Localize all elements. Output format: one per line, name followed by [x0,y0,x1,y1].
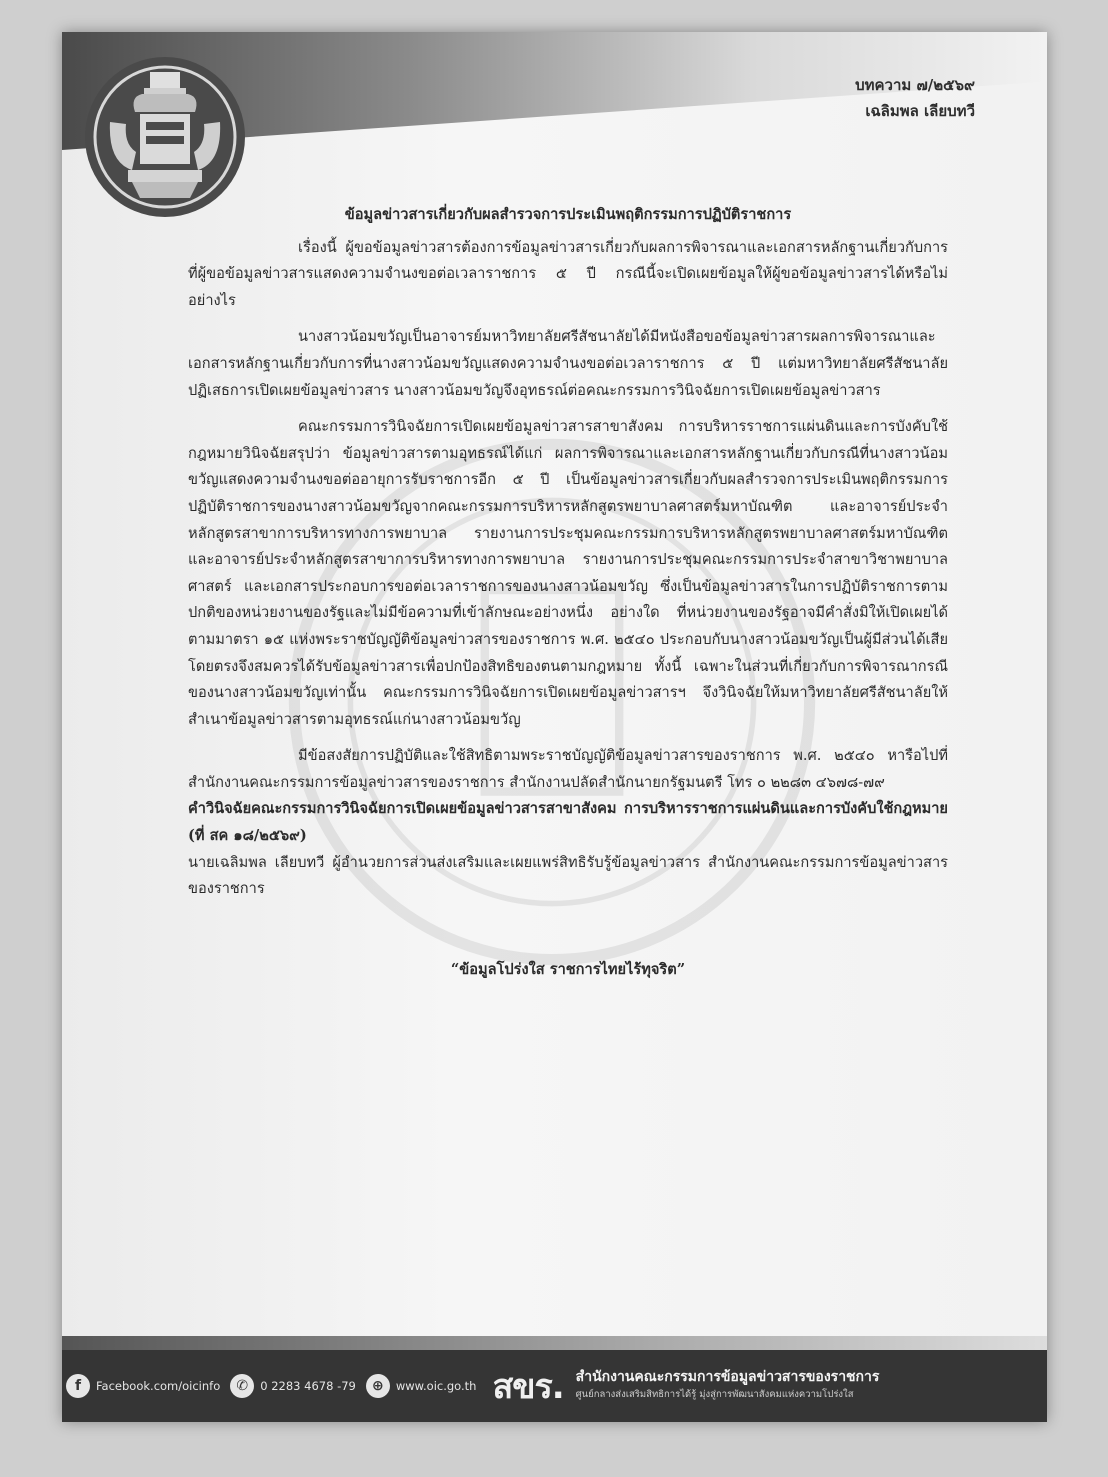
document-title: ข้อมูลข่าวสารเกี่ยวกับผลสำรวจการประเมินพฤติกรรมการปฏิบัติราชการ [344,206,792,223]
article-number: บทความ ๗/๒๕๖๙ [855,76,975,94]
document-body [188,202,948,983]
facebook-link[interactable]: Facebook.com/oicinfo [96,1379,221,1393]
phone-number: 0 2283 4678 -79 [260,1379,356,1393]
globe-icon: ⊕ [366,1374,390,1398]
author-line: นายเฉลิมพล เลียบทวี ผู้อำนวยการส่วนส่งเสริมและเผยแพร่สิทธิรับรู้ข้อมูลข่าวสาร สำนักงานคณะกรรมการข้อมูลข่าวสารของราชการ [188,853,948,898]
footer-bar [62,1350,1047,1422]
ruling-reference: คำวินิจฉัยคณะกรรมการวินิจฉัยการเปิดเผยข้อมูลข่าวสารสาขาสังคม การบริหารราชการแผ่นดินและการบังคับใช้กฎหมาย (ที่ สค ๑๘/๒๕๖๙) [188,800,948,845]
paragraph-question: เรื่องนี้ ผู้ขอข้อมูลข่าวสารต้องการข้อมูลข่าวสารเกี่ยวกับผลการพิจารณาและเอกสารหลักฐานเกี่ยวกับการที่ผู้ขอข้อมูลข่าวสารแสดงความจำนงขอต่อเวลาราชการ ๕ ปี กรณีนี้จะเปิดเผยข้อมูลให้ผู้ขอข้อมูลข่าวสารได้หรือไม่ อย่างไร [188,238,948,309]
organization-name: สำนักงานคณะกรรมการข้อมูลข่าวสารของราชการ [575,1369,880,1385]
brand-logo-text: สขร. [492,1367,564,1407]
organization-tagline: ศูนย์กลางส่งเสริมสิทธิการได้รู้ มุ่งสู่การพัฒนาสังคมแห่งความโปร่งใส [575,1389,854,1400]
document-page [62,32,1047,1422]
phone-icon: ✆ [230,1374,254,1398]
article-author: เฉลิมพล เลียบทวี [865,102,975,120]
footer-phone [230,1374,356,1398]
footer-facebook[interactable] [66,1374,220,1398]
website-link[interactable]: www.oic.go.th [395,1379,477,1393]
organization-block [576,1368,880,1404]
paragraph-facts: นางสาวน้อมขวัญเป็นอาจารย์มหาวิทยาลัยศรีสัชนาลัยได้มีหนังสือขอข้อมูลข่าวสารผลการพิจารณาและเอกสารหลักฐานเกี่ยวกับการที่นางสาวน้อมขวัญแสดงความจำนงขอต่อเวลาราชการ ๕ ปี แต่มหาวิทยาลัยศรีสัชนาลัยปฏิเสธการเปิดเผยข้อมูลข่าวสาร นางสาวน้อมขวัญจึงอุทธรณ์ต่อคณะกรรมการวินิจฉัยการเปิดเผยข้อมูลข่าวสาร [188,328,948,399]
footer-website[interactable] [366,1374,477,1398]
article-info [855,72,975,124]
paragraph-decision: คณะกรรมการวินิจฉัยการเปิดเผยข้อมูลข่าวสารสาขาสังคม การบริหารราชการแผ่นดินและการบังคับใช้กฎหมายวินิจฉัยสรุปว่า ข้อมูลข่าวสารตามอุทธรณ์ได้แก่ ผลการพิจารณาและเอกสารหลักฐานเกี่ยวกับกรณีที่นางสาวน้อมขวัญแสดงความจำนงขอต่ออายุการรับราชการอีก ๕ ปี เป็นข้อมูลข่าวสารเกี่ยวกับผลสำรวจการประเมินพฤติกรรมการปฏิบัติราชการของนางสาวน้อมขวัญจากคณะกรรมการบริหารหลักสูตรพยาบาลศาสตร์มหาบัณฑิต และอาจารย์ประจำหลักสูตรสาขาการบริหารทางการพยาบาล รายงานการประชุมคณะกรรมการบริหารหลักสูตรพยาบาลศาสตร์มหาบัณฑิต และอาจารย์ประจำหลักสูตรสาขาการบริหารทางการพยาบาล รายงานการประชุมคณะกรรมการประจำสาขาวิชาพยาบาลศาสตร์ และเอกสารประกอบการขอต่อเวลาราชการของนางสาวน้อมขวัญ ซึ่งเป็นข้อมูลข่าวสารในการปฏิบัติราชการตามปกติของหน่วยงานของรัฐและไม่มีข้อความที่เข้าลักษณะอย่างหนึ่ง อย่างใด ที่หน่วยงานของรัฐอาจมีคำสั่งมิให้เปิดเผยได้ตามมาตรา ๑๕ แห่งพระราชบัญญัติข้อมูลข่าวสารของราชการ พ.ศ. ๒๕๔๐ ประกอบกับนางสาวน้อมขวัญเป็นผู้มีส่วนได้เสียโดยตรงจึงสมควรได้รับข้อมูลข่าวสารเพื่อปกป้องสิทธิของตนตามกฎหมาย ทั้งนี้ เฉพาะในส่วนที่เกี่ยวกับการพิจารณากรณีของนางสาวน้อมขวัญเท่านั้น คณะกรรมการวินิจฉัยการเปิดเผยข้อมูลข่าวสารฯ จึงวินิจฉัยให้มหาวิทยาลัยศรีสัชนาลัยให้สำเนาข้อมูลข่าวสารตามอุทธรณ์แก่นางสาวน้อมขวัญ [188,418,948,728]
facebook-icon: f [66,1374,90,1398]
garuda-seal-logo [80,52,250,222]
paragraph-contact: มีข้อสงสัยการปฏิบัติและใช้สิทธิตามพระราชบัญญัติข้อมูลข่าวสารของราชการ พ.ศ. ๒๕๔๐ หารือไปที่สำนักงานคณะกรรมการข้อมูลข่าวสารของราชการ สำนักงานปลัดสำนักนายกรัฐมนตรี โทร ๐ ๒๒๘๓ ๔๖๗๘-๗๙ [188,747,948,791]
footer [62,1336,1047,1422]
footer-stripe [62,1336,1047,1350]
slogan: “ข้อมูลโปร่งใส ราชการไทยไร้ทุจริต” [450,960,686,978]
